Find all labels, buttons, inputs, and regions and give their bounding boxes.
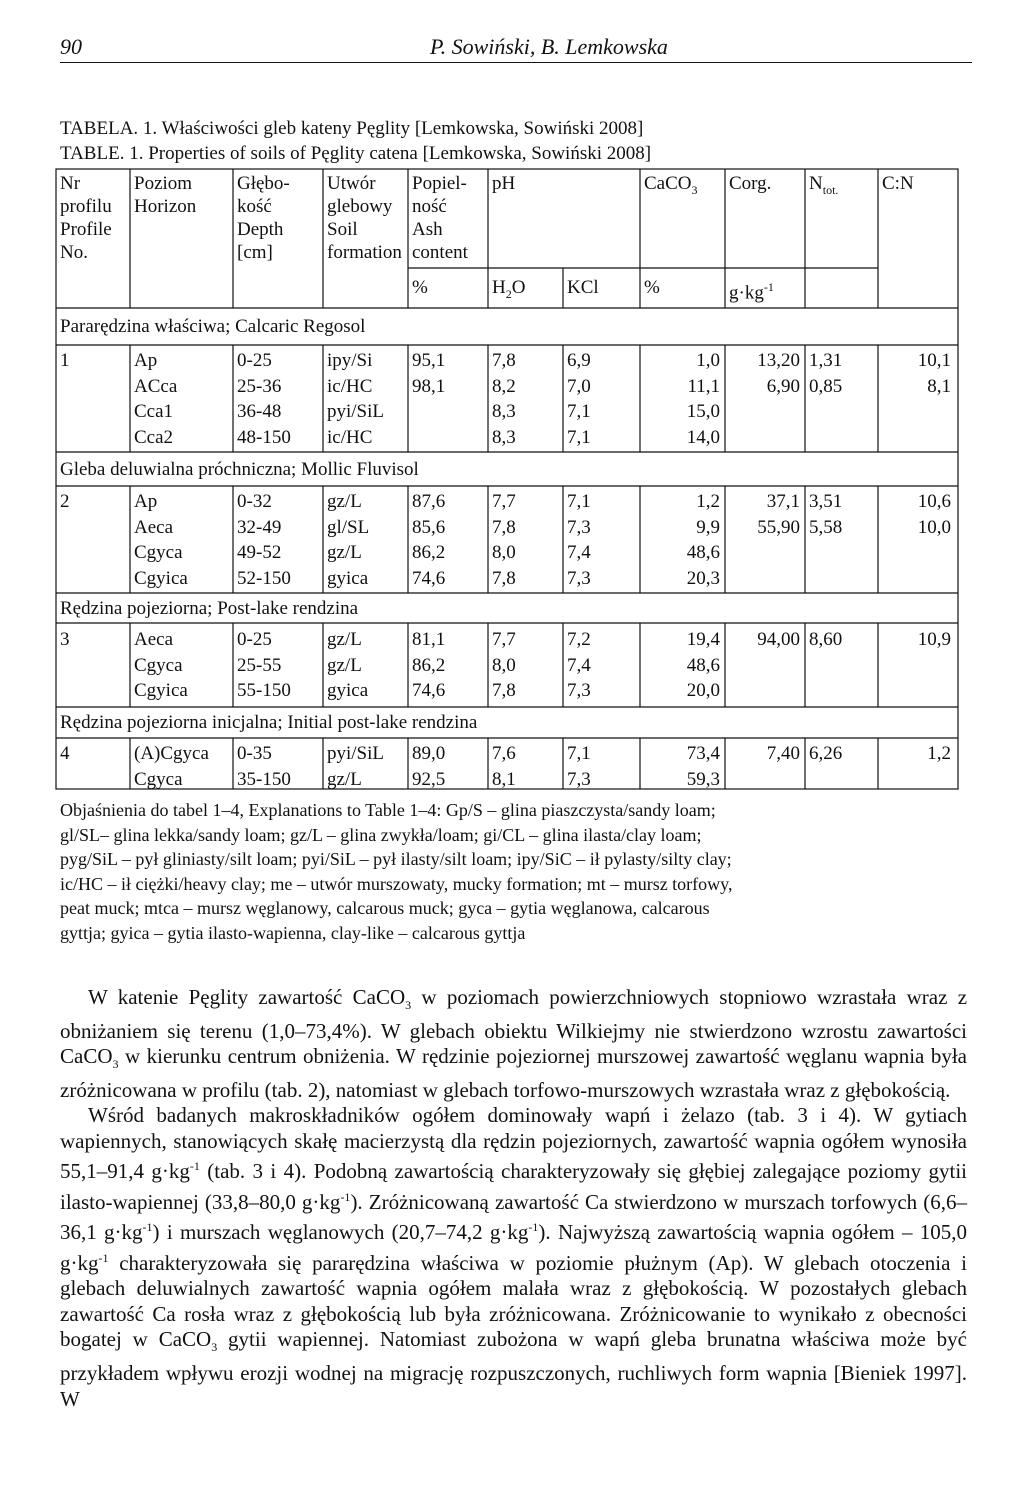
cell-cn: 10,0 xyxy=(917,516,951,538)
cell-ph-kcl: 7,4 xyxy=(567,542,591,563)
cell-ph-h2o: 8,3 xyxy=(492,426,516,448)
profile-number: 4 xyxy=(60,743,70,764)
cell-ph-h2o: 7,8 xyxy=(492,680,516,701)
cell-formation: gyica xyxy=(327,567,369,589)
note-line: ic/HC – ił ciężki/heavy clay; me – utwór murszowaty, mucky formation; mt – mursz torfowy, xyxy=(60,873,733,894)
group-title: Pararędzina właściwa; Calcaric Regosol xyxy=(60,316,366,337)
cell-horizon: (A)Cgyca xyxy=(134,743,209,764)
cell-formation: pyi/SiL xyxy=(327,401,385,422)
unit-text: g·kg xyxy=(729,282,764,304)
cell-corg: 94,00 xyxy=(757,629,800,650)
paragraph-2 xyxy=(60,1103,967,1412)
cell-ntot: 3,51 xyxy=(809,491,843,512)
profile-number: 2 xyxy=(60,491,70,512)
cell-ph-kcl: 7,1 xyxy=(567,401,591,422)
subscript: 3 xyxy=(405,998,412,1013)
cell-formation: ic/HC xyxy=(327,426,373,448)
cell-depth: 0-25 xyxy=(237,350,272,371)
unit-ph-kcl: KCl xyxy=(567,277,599,298)
subscript: 3 xyxy=(211,1340,218,1355)
cell-corg: 7,40 xyxy=(766,743,800,764)
cell-depth: 0-35 xyxy=(237,743,272,764)
superscript: -1 xyxy=(340,1189,351,1204)
cell-ph-h2o: 8,1 xyxy=(492,768,516,790)
text-run: w poziomach powierzchniowych stopniowo wzrastała wraz z obniżaniem się terenu (1,0–73,4%). W glebach obiektu Wilkiejmy nie stwierdzono wzrostu zawartości CaCO xyxy=(60,985,968,1069)
cell-depth: 25-55 xyxy=(237,654,282,676)
text-run: ). Zróżnicowaną zawartość Ca stwierdzono w murszach torfowych (6,6–36,1 g·kg xyxy=(60,1189,967,1245)
cell-ph-h2o: 7,8 xyxy=(492,350,516,371)
text-run: Wśród badanych makroskładników ogółem dominowały wapń i żelazo (tab. 3 i 4). W gytiach wapiennych, stanowiących skałę macierzystą dla rędzin pojeziornych, zawartość wapnia ogółem wynosiła 55,1–91,4 g·kg xyxy=(60,1103,967,1184)
cell-horizon: Aeca xyxy=(134,516,174,538)
header-text: Głębo- xyxy=(237,173,290,194)
cell-formation: pyi/SiL xyxy=(327,743,385,764)
cell-formation: ipy/Si xyxy=(327,350,373,371)
cell-caco3: 20,3 xyxy=(686,567,720,589)
header-text: Utwór xyxy=(327,173,376,194)
header-text: glebowy xyxy=(327,196,393,217)
cell-caco3: 11,1 xyxy=(687,375,720,397)
cell-depth: 52-150 xyxy=(237,567,291,589)
cell-horizon: Aeca xyxy=(134,629,174,650)
running-head-authors: P. Sowiński, B. Lemkowska xyxy=(430,34,668,59)
superscript: -1 xyxy=(98,1250,109,1265)
cell-depth: 35-150 xyxy=(237,768,291,790)
cell-ph-h2o: 7,7 xyxy=(492,491,516,512)
cell-caco3: 9,9 xyxy=(696,516,720,538)
header-cn: C:N xyxy=(882,173,914,194)
page-header xyxy=(60,30,972,63)
header-text: [cm] xyxy=(237,242,273,263)
cell-ash: 87,6 xyxy=(412,491,446,512)
cell-depth: 49-52 xyxy=(237,542,282,563)
subscript: 3 xyxy=(112,1057,119,1072)
cell-corg: 6,90 xyxy=(766,375,800,397)
header-text: No. xyxy=(60,242,88,263)
group-title: Gleba deluwialna próchniczna; Mollic Fluvisol xyxy=(60,459,419,480)
header-subscript: tot. xyxy=(822,182,839,197)
paragraph-1 xyxy=(60,985,967,1103)
cell-ntot: 0,85 xyxy=(809,375,843,397)
cell-caco3: 1,0 xyxy=(696,350,720,371)
cell-horizon: Ap xyxy=(134,491,158,512)
cell-ph-kcl: 7,3 xyxy=(567,567,591,589)
cell-horizon: Cgyca xyxy=(134,768,183,790)
note-line: gyttja; gyica – gytia ilasto-wapienna, clay-like – calcarous gyttja xyxy=(60,922,526,943)
text-run: w kierunku centrum obniżenia. W rędzinie pojeziornej murszowej zawartość węglanu wapnia była zróżnicowana w profilu (tab. 2), natomiast w glebach torfowo-murszowych wzrastała wraz z głębokością. xyxy=(60,1044,967,1102)
header-ph: pH xyxy=(492,173,516,194)
header-text: kość xyxy=(237,196,272,217)
cell-ph-kcl: 7,4 xyxy=(567,654,591,676)
header-text: Profile xyxy=(60,219,112,240)
cell-ph-kcl: 7,3 xyxy=(567,768,591,790)
cell-cn: 1,2 xyxy=(927,743,951,764)
text-run: ). Najwyższą zawartością wapnia ogółem – 105,0 g·kg xyxy=(60,1220,967,1275)
header-text: profilu xyxy=(60,196,112,217)
note-line: Objaśnienia do tabel 1–4, Explanations to Table 1–4: Gp/S – glina piaszczysta/sandy loam; xyxy=(60,800,716,820)
header-text: Nr xyxy=(60,173,81,194)
header-text: Depth xyxy=(237,219,284,240)
unit-text: H xyxy=(492,277,506,298)
cell-depth: 32-49 xyxy=(237,516,282,538)
cell-ash: 89,0 xyxy=(412,743,446,764)
cell-cn: 8,1 xyxy=(927,375,951,397)
cell-ph-kcl: 7,0 xyxy=(567,375,591,397)
cell-ash: 85,6 xyxy=(412,516,446,538)
text-run: (tab. 3 i 4). Podobną zawartością charakteryzowały się głębiej zalegające poziomy gytii ilasto-wapiennej (33,8–80,0 g·kg xyxy=(60,1159,967,1214)
unit-subscript: 2 xyxy=(505,286,512,301)
cell-ph-kcl: 7,1 xyxy=(567,743,591,764)
text-run: W katenie Pęglity zawartość CaCO xyxy=(88,985,406,1009)
unit-superscript: -1 xyxy=(763,280,774,294)
cell-ntot: 1,31 xyxy=(809,350,843,371)
header-soil-formation xyxy=(327,172,402,264)
cell-ph-h2o: 7,6 xyxy=(492,743,516,764)
note-line: gl/SL– glina lekka/sandy loam; gz/L – glina zwykła/loam; gi/CL – glina ilasta/clay loam; xyxy=(60,824,702,845)
cell-formation: gz/L xyxy=(327,768,362,790)
cell-ph-h2o: 8,3 xyxy=(492,401,516,422)
cell-formation: gz/L xyxy=(327,491,362,512)
cell-caco3: 20,0 xyxy=(686,680,720,701)
cell-depth: 0-32 xyxy=(237,491,272,512)
header-text: ność xyxy=(412,196,447,217)
cell-formation: gz/L xyxy=(327,542,362,563)
cell-corg: 55,90 xyxy=(757,516,800,538)
text-run: charakteryzowała się pararędzina właściwa w poziomie płużnym (Ap). W glebach otoczenia i glebach deluwialnych zawartość wapnia ogółem malała wraz z głębokością. W pozostałych glebach zawartość Ca rosła wraz z głębokością lub była zróżnicowana. Zróżnicowanie to wynikało z obecności bogatej w CaCO xyxy=(60,1250,967,1352)
header-ntot xyxy=(809,172,838,202)
superscript: -1 xyxy=(528,1220,539,1235)
cell-horizon: Cca2 xyxy=(134,426,174,448)
cell-ph-kcl: 7,3 xyxy=(567,680,591,701)
group-title: Rędzina pojeziorna; Post-lake rendzina xyxy=(60,598,359,619)
cell-depth: 48-150 xyxy=(237,426,291,448)
header-text: Poziom xyxy=(134,173,193,194)
cell-ash: 95,1 xyxy=(412,350,446,371)
group-title: Rędzina pojeziorna inicjalna; Initial post-lake rendzina xyxy=(60,712,478,733)
cell-caco3: 48,6 xyxy=(686,542,720,563)
unit-gkg xyxy=(729,276,774,304)
soil-properties-table xyxy=(55,168,960,791)
text-run: gytii wapiennej. Natomiast zubożona w wapń gleba brunatna właściwa może być przykładem wpływu erozji wodnej na migrację rozpuszczonych, ruchliwych form wapnia [Bieniek 1997]. W xyxy=(60,1327,968,1411)
profile-number: 3 xyxy=(60,629,70,650)
cell-ntot: 8,60 xyxy=(809,629,843,650)
cell-formation: gz/L xyxy=(327,629,362,650)
cell-corg: 37,1 xyxy=(766,491,800,512)
cell-horizon: Cgyica xyxy=(134,680,188,701)
header-text: N xyxy=(809,173,823,194)
header-horizon xyxy=(134,172,196,218)
cell-corg: 13,20 xyxy=(757,350,800,371)
unit-ph-h2o xyxy=(492,276,525,306)
cell-ash: 92,5 xyxy=(412,768,446,790)
cell-ph-h2o: 7,8 xyxy=(492,516,516,538)
cell-caco3: 15,0 xyxy=(686,401,720,422)
header-text: Popiel- xyxy=(412,173,467,194)
superscript: -1 xyxy=(189,1159,200,1174)
cell-caco3: 19,4 xyxy=(686,629,720,650)
cell-ash: 98,1 xyxy=(412,375,446,397)
cell-ph-kcl: 7,3 xyxy=(567,516,591,538)
cell-depth: 0-25 xyxy=(237,629,272,650)
cell-formation: gz/L xyxy=(327,654,362,676)
cell-ph-h2o: 7,8 xyxy=(492,567,516,589)
superscript: -1 xyxy=(142,1220,153,1235)
cell-caco3: 48,6 xyxy=(686,654,720,676)
header-depth xyxy=(237,172,290,264)
cell-formation: ic/HC xyxy=(327,375,373,397)
page-number: 90 xyxy=(60,34,82,59)
header-caco3 xyxy=(644,172,698,202)
header-profile-no xyxy=(60,172,112,264)
cell-ntot: 6,26 xyxy=(809,743,843,764)
cell-caco3: 14,0 xyxy=(686,426,720,448)
cell-ph-kcl: 6,9 xyxy=(567,350,591,371)
text-run: ) i murszach węglanowych (20,7–74,2 g·kg xyxy=(152,1220,529,1245)
cell-caco3: 59,3 xyxy=(686,768,720,790)
table-caption-en: TABLE. 1. Properties of soils of Pęglity catena [Lemkowska, Sowiński 2008] xyxy=(60,143,652,164)
note-line: pyg/SiL – pył gliniasty/silt loam; pyi/SiL – pył ilasty/silt loam; ipy/SiC – ił pylasty/silty clay; xyxy=(60,849,732,870)
cell-ntot: 5,58 xyxy=(809,516,843,538)
cell-depth: 25-36 xyxy=(237,375,282,397)
header-text: content xyxy=(412,242,468,263)
profile-number: 1 xyxy=(60,350,70,371)
cell-depth: 55-150 xyxy=(237,680,291,701)
cell-ph-h2o: 8,0 xyxy=(492,542,516,563)
cell-ash: 86,2 xyxy=(412,542,446,563)
cell-ph-kcl: 7,1 xyxy=(567,491,591,512)
header-subscript: 3 xyxy=(691,182,698,197)
cell-ash: 74,6 xyxy=(412,567,446,589)
cell-ash: 86,2 xyxy=(412,654,446,676)
cell-ph-h2o: 8,2 xyxy=(492,375,516,397)
note-line: peat muck; mtca – mursz węglanowy, calcarous muck; gyca – gytia węglanowa, calcarous xyxy=(60,898,710,919)
cell-caco3: 1,2 xyxy=(696,491,720,512)
cell-horizon: Cca1 xyxy=(134,401,174,422)
cell-cn: 10,1 xyxy=(917,350,951,371)
unit-caco3-percent: % xyxy=(644,277,660,298)
cell-formation: gyica xyxy=(327,680,369,701)
cell-ph-kcl: 7,1 xyxy=(567,426,591,448)
cell-cn: 10,9 xyxy=(917,629,951,650)
table-caption-pl: TABELA. 1. Właściwości gleb kateny Pęglity [Lemkowska, Sowiński 2008] xyxy=(60,118,644,139)
header-text: CaCO xyxy=(644,173,692,194)
cell-depth: 36-48 xyxy=(237,401,282,422)
unit-ash-percent: % xyxy=(412,277,428,298)
unit-text: O xyxy=(511,277,526,298)
header-text: formation xyxy=(327,242,402,263)
cell-horizon: Cgyica xyxy=(134,567,188,589)
header-corg: Corg. xyxy=(729,173,772,194)
cell-horizon: Cgyca xyxy=(134,542,183,563)
table-notes xyxy=(60,798,965,946)
cell-ph-h2o: 8,0 xyxy=(492,654,516,676)
cell-cn: 10,6 xyxy=(917,491,951,512)
cell-horizon: Cgyca xyxy=(134,654,183,676)
cell-formation: gl/SL xyxy=(327,516,370,538)
cell-ph-kcl: 7,2 xyxy=(567,629,591,650)
body-text xyxy=(60,985,967,1412)
cell-horizon: Ap xyxy=(134,350,158,371)
header-text: Soil xyxy=(327,219,358,240)
cell-horizon: ACca xyxy=(134,375,178,397)
cell-ash: 74,6 xyxy=(412,680,446,701)
cell-ash: 81,1 xyxy=(412,629,446,650)
cell-ph-h2o: 7,7 xyxy=(492,629,516,650)
header-text: Horizon xyxy=(134,196,197,217)
header-text: Ash xyxy=(412,219,443,240)
cell-caco3: 73,4 xyxy=(686,743,720,764)
header-ash-content xyxy=(412,172,468,264)
